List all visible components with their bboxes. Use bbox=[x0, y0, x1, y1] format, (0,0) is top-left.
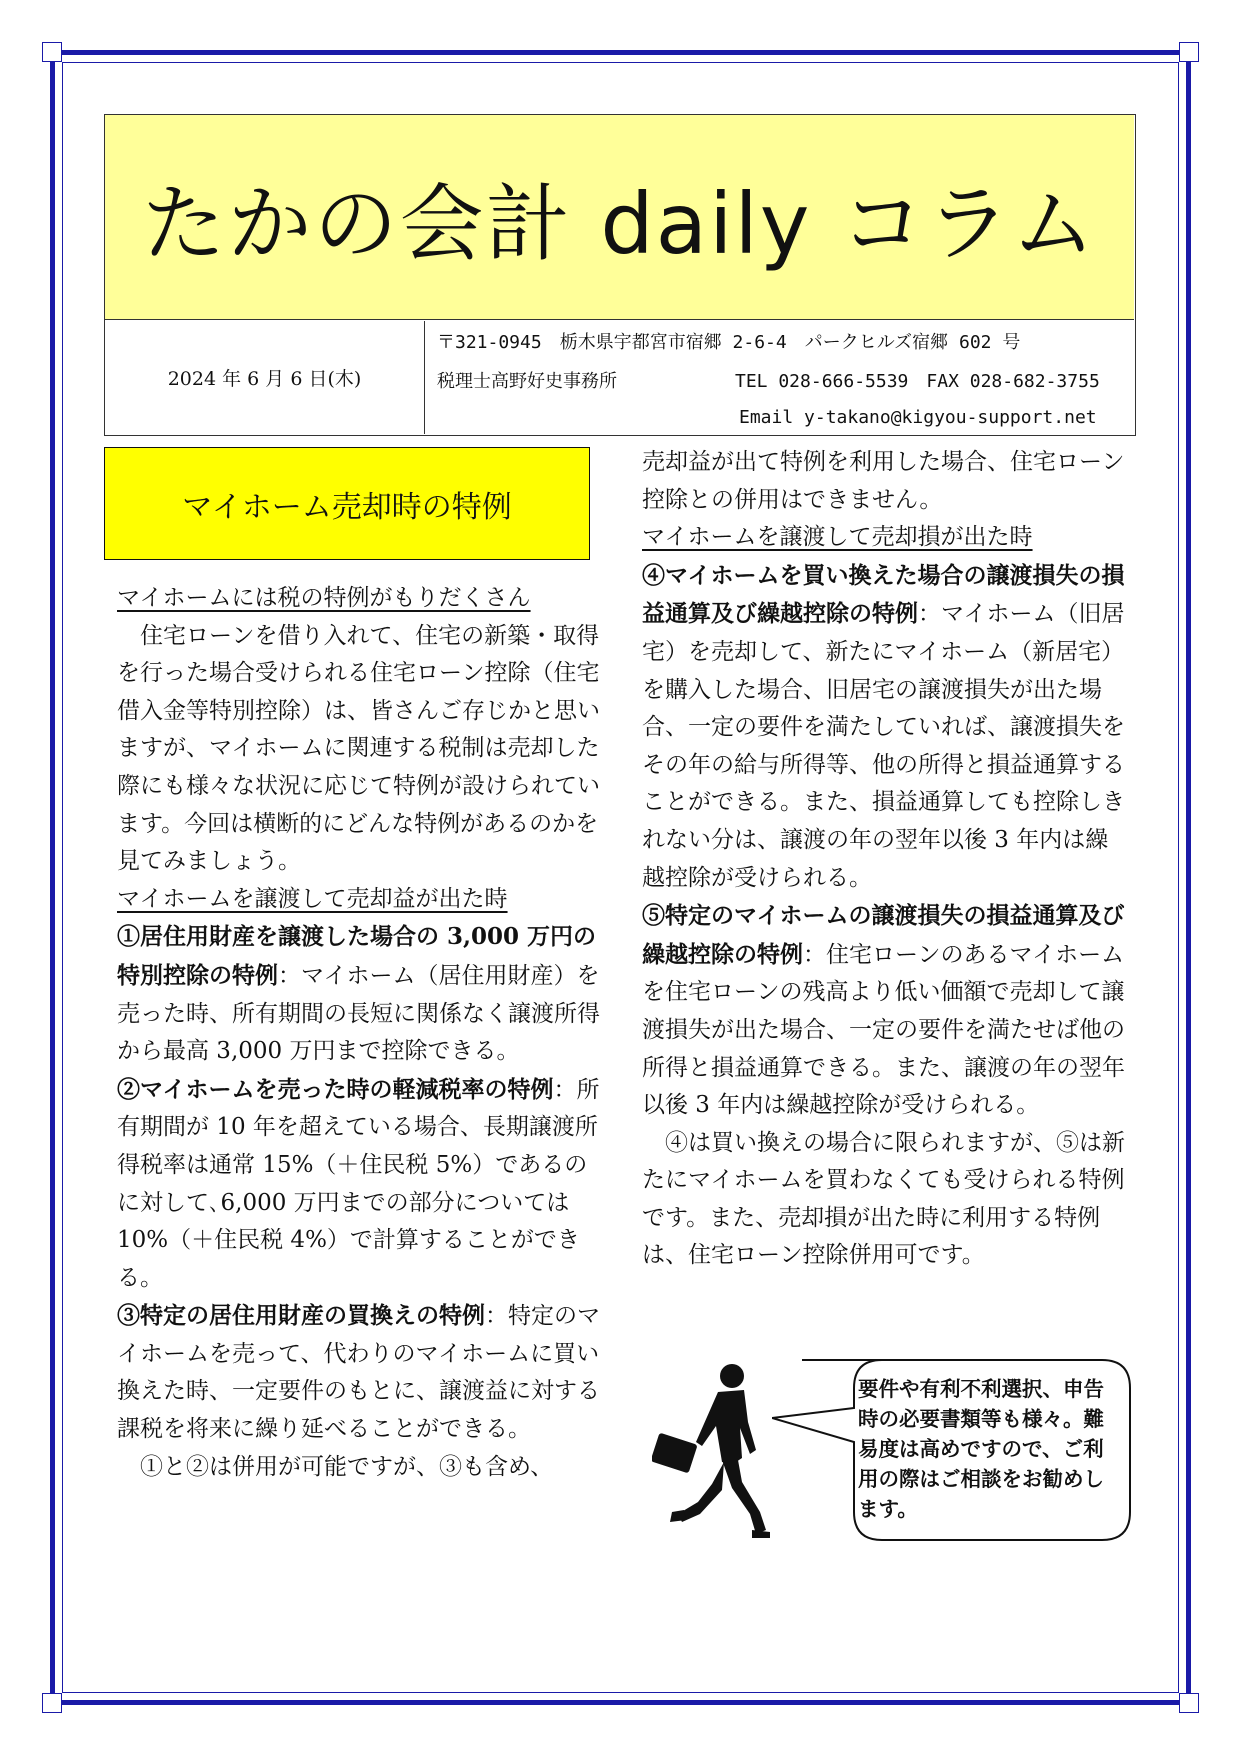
item-title: ③特定の居住用財産の買換えの特例 bbox=[117, 1302, 485, 1330]
office-address: 〒321-0945 栃木県宇都宮市宿郷 2-6-4 パークヒルズ宿郷 602 号 bbox=[437, 332, 1021, 353]
speech-bubble-text: 要件や有利不利選択、申告時の必要書類等も様々。難易度は高めですので、ご利用の際はご相談をお勧めします。 bbox=[858, 1377, 1104, 1521]
masthead bbox=[104, 114, 1136, 436]
office-name: 税理士高野好史事務所 bbox=[437, 371, 617, 392]
intro-paragraph: 住宅ローンを借り入れて、住宅の新築・取得を行った場合受けられる住宅ローン控除（住宅借入金等特別控除）は、皆さんご存じかと思いますが、マイホームに関連する税制は売却した際にも様々な状況に応じて特例が設けられています。今回は横断的にどんな特例があるのかを見てみましょう。 bbox=[117, 622, 600, 875]
section-heading: マイホームを譲渡して売却損が出た時 bbox=[642, 524, 1033, 551]
list-item bbox=[117, 1297, 602, 1448]
topic-title: マイホーム売却時の特例 bbox=[104, 447, 590, 560]
left-column bbox=[117, 580, 602, 1486]
continued-paragraph: 売却益が出て特例を利用した場合、住宅ローン控除との併用はできません。 bbox=[642, 449, 1125, 513]
note-paragraph: ①と②は併用が可能ですが、③も含め、 bbox=[140, 1453, 554, 1480]
item-body: ：所有期間が 10 年を超えている場合、長期譲渡所得税率は通常 15%（＋住民税 5%）であるのに対して､6,000 万円までの部分については 10%（＋住民税 4%）で計算することができる。 bbox=[117, 1076, 600, 1291]
office-email[interactable]: Email y-takano@kigyou-support.net bbox=[739, 407, 1097, 428]
list-item bbox=[117, 918, 602, 1070]
item-body: ：住宅ローンのあるマイホームを住宅ローンの残高より低い価額で売却して譲渡損失が出た場合、一定の要件を満たせば他の所得と損益通算できる。また、譲渡の年の翌年以後 3 年内は繰越控除が受けられる。 bbox=[642, 941, 1125, 1119]
item-body: ：特定のマイホームを売って、代わりのマイホームに買い換えた時、一定要件のもとに、譲渡益に対する課税を将来に繰り延べることができる。 bbox=[117, 1303, 600, 1443]
list-item bbox=[642, 557, 1127, 897]
summary-paragraph: ④は買い換えの場合に限られますが、⑤は新たにマイホームを買わなくても受けられる特例です。また、売却損が出た時に利用する特例は、住宅ローン控除併用可です。 bbox=[642, 1129, 1125, 1269]
item-body: ：マイホーム（居住用財産）を売った時、所有期間の長短に関係なく譲渡所得から最高 3,000 万円まで控除できる。 bbox=[117, 962, 600, 1065]
item-body: ：マイホーム（旧居宅）を売却して、新たにマイホーム（新居宅）を購入した場合、旧居宅の譲渡損失が出た場合、一定の要件を満たしていれば、譲渡損失をその年の給与所得等、他の所得と損益通算することができる。また、損益通算しても控除しきれない分は、譲渡の年の翌年以後 3 年内は繰越控除が受けられる。 bbox=[642, 601, 1125, 891]
item-title: ①居住用財産を譲渡した場合の 3,000 万円の特別控除の特例 bbox=[117, 923, 597, 989]
border-corner bbox=[42, 1693, 62, 1713]
page-title: たかの会計 daily コラム bbox=[141, 174, 1098, 273]
item-title: ④マイホームを買い換えた場合の譲渡損失の損益通算及び繰越控除の特例 bbox=[642, 561, 1125, 628]
section-heading: マイホームを譲渡して売却益が出た時 bbox=[117, 885, 508, 912]
title-banner bbox=[105, 115, 1134, 320]
office-phone-fax: TEL 028-666-5539 FAX 028-682-3755 bbox=[735, 371, 1100, 392]
businessman-walking-icon bbox=[652, 1362, 772, 1552]
border-corner bbox=[42, 42, 62, 62]
section-heading: マイホームには税の特例がもりだくさん bbox=[117, 585, 531, 611]
border-corner bbox=[1179, 1693, 1199, 1713]
issue-date: 2024 年 6 月 6 日(木) bbox=[105, 321, 425, 434]
item-title: ⑤特定のマイホームの譲渡損失の損益通算及び繰越控除の特例 bbox=[642, 902, 1125, 968]
list-item bbox=[642, 897, 1127, 1125]
list-item bbox=[117, 1071, 602, 1298]
right-column bbox=[642, 444, 1127, 1275]
item-title: ②マイホームを売った時の軽減税率の特例 bbox=[117, 1075, 554, 1103]
border-corner bbox=[1179, 42, 1199, 62]
